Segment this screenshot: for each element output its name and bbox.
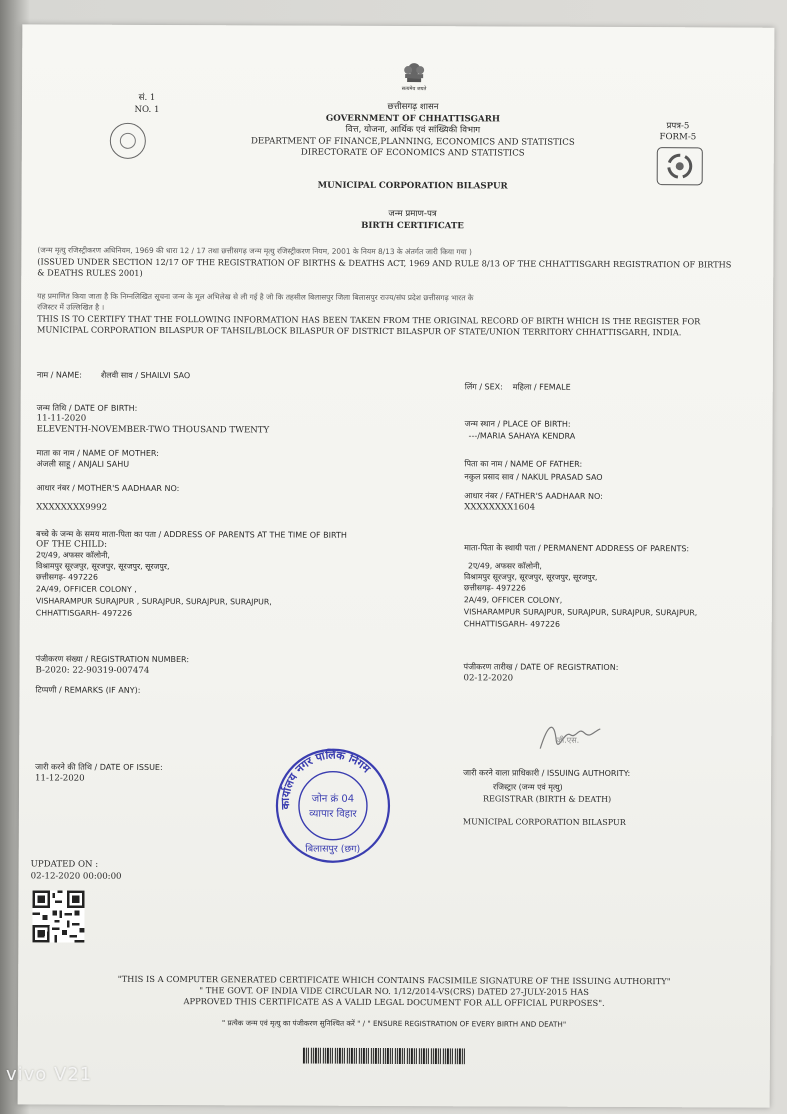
dob-value: 11-11-2020: [36, 413, 87, 424]
preamble-english-line1: (ISSUED UNDER SECTION 12/17 OF THE REGISTRATION OF BIRTHS & DEATHS ACT, 1969 AND RULE 8/13 OF THE CHHATTISGARH REGISTRATION OF BIRTHS: [37, 256, 732, 270]
updated-on-value: 02-12-2020 00:00:00: [30, 871, 122, 882]
birth-address-label: बच्चे के जन्म के समय माता-पिता का पता / ADDRESS OF PARENTS AT THE TIME OF BIRTH: [36, 529, 347, 540]
birth-address-hindi-line2: विश्रामपुर सूरजपुर, सूरजपुर, सूरजपुर, सूरजपुर,: [35, 561, 170, 572]
birth-address-hindi-line1: 2ए/49, अफसर कॉलोनी,: [36, 550, 110, 560]
certificate-title-hindi: जन्म प्रमाण-पत्र: [388, 208, 437, 220]
stamp-zone: जोन क्रं 04: [311, 793, 355, 805]
signature-text: जी.एस.: [556, 735, 580, 745]
registration-date-label: पंजीकरण तारीख / DATE OF REGISTRATION:: [463, 662, 619, 672]
certificate-title: BIRTH CERTIFICATE: [361, 220, 464, 232]
preamble-english-line2: & DEATHS RULES 2001): [37, 267, 143, 278]
updated-on-label: UPDATED ON :: [30, 859, 99, 870]
birth-address-hindi-line3: छत्तीसगढ़- 497226: [35, 572, 98, 582]
government-title: GOVERNMENT OF CHHATTISGARH: [325, 113, 500, 125]
registration-number-label: पंजीकरण संख्या / REGISTRATION NUMBER:: [35, 654, 190, 665]
state-seal-icon: [110, 123, 146, 159]
mother-name-label: माता का नाम / NAME OF MOTHER:: [36, 448, 159, 458]
footer-line3: APPROVED THIS CERTIFICATE AS A VALID LEGAL DOCUMENT FOR ALL OFFICIAL PURPOSES".: [183, 996, 605, 1008]
permanent-address-line3: CHHATTISGARH- 497226: [463, 619, 561, 629]
father-name-value: नकुल प्रसाद साव / NAKUL PRASAD SAO: [464, 472, 603, 482]
certify-hindi-line2: रजिस्टर में उल्लिखित है ।: [37, 302, 105, 312]
issue-date-value: 11-12-2020: [35, 773, 85, 784]
stamp-place: व्यापार विहार: [309, 808, 357, 820]
emblem-caption: सत्यमेव जयते: [401, 86, 427, 93]
issuing-corporation: MUNICIPAL CORPORATION BILASPUR: [462, 817, 626, 828]
permanent-address-line1: 2A/49, OFFICER COLONY,: [463, 595, 563, 605]
department-hindi: वित्त, योजना, आर्थिक एवं सांख्यिकी विभाग: [345, 124, 481, 136]
certify-hindi-line1: यह प्रमाणित किया जाता है कि निम्नलिखित सूचना जन्म के मूल अभिलेख से ली गई है जो कि तहसील बिलासपुर जिला बिलासपुर राज्य/संघ प्रदेश छत्तीसगढ़ भारत के: [37, 291, 474, 303]
preamble-hindi: (जन्म मृत्यु रजिस्ट्रीकरण अधिनियम, 1969 की धारा 12 / 17 तथा छत्तीसगढ़ जन्म मृत्यु रजिस्ट्रीकरण नियम, 2001 के नियम 8/13 के अंतर्गत जारी किया गया ): [37, 245, 472, 257]
department-english: DEPARTMENT OF FINANCE,PLANNING, ECONOMICS AND STATISTICS: [250, 136, 575, 148]
crs-logo-icon: [657, 147, 703, 185]
registrar-signature: [534, 713, 604, 757]
registration-date-value: 02-12-2020: [463, 673, 514, 684]
pob-label: जन्म स्थान / PLACE OF BIRTH:: [464, 419, 571, 429]
permanent-address-hindi-line2: विश्रामपुर सूरजपुर, सूरजपुर, सूरजपुर, सूरजपुर,: [463, 572, 598, 582]
father-name-label: पिता का नाम / NAME OF FATHER:: [464, 459, 583, 469]
birth-address-label-cont: OF THE CHILD:: [36, 539, 108, 550]
sex-label: लिंग / SEX:: [464, 382, 503, 392]
issue-date-label: जारी करने की तिथि / DATE OF ISSUE:: [35, 762, 163, 772]
national-emblem-icon: [399, 56, 429, 88]
mother-name-value: अंजली साहू / ANJALI SAHU: [36, 459, 130, 469]
permanent-address-label: माता-पिता के स्थायी पता / PERMANENT ADDRESS OF PARENTS:: [464, 543, 690, 554]
directorate-title: DIRECTORATE OF ECONOMICS AND STATISTICS: [300, 147, 525, 159]
pob-value: ---/MARIA SAHAYA KENDRA: [468, 431, 576, 441]
permanent-address-line2: VISHARAMPUR SURAJPUR, SURAJPUR, SURAJPUR, SURAJPUR,: [463, 607, 698, 618]
dob-words: ELEVENTH-NOVEMBER-TWO THOUSAND TWENTY: [36, 424, 270, 436]
form-number-hindi: प्रपत्र-5: [666, 121, 690, 132]
ensure-registration-note: " प्रत्येक जन्म एवं मृत्यु का पंजीकरण सुनिश्चित करें " / " ENSURE REGISTRATION OF EVERY BIRTH AND DEATH": [221, 1018, 567, 1029]
footer-line1: "THIS IS A COMPUTER GENERATED CERTIFICATE WHICH CONTAINS FACSIMILE SIGNATURE OF THE ISSUING AUTHORITY": [117, 973, 671, 987]
registrar-title-english: REGISTRAR (BIRTH & DEATH): [482, 794, 612, 804]
corporation-title: MUNICIPAL CORPORATION BILASPUR: [317, 180, 508, 192]
registrar-title-hindi: रजिस्ट्रार (जन्म एवं मृत्यु): [493, 782, 563, 792]
barcode: [303, 1048, 467, 1065]
state-name-hindi: छत्तीसगढ़ शासन: [387, 101, 439, 113]
dob-label: जन्म तिथि / DATE OF BIRTH:: [36, 403, 138, 413]
issuing-authority-label: जारी करने वाला प्राधिकारी / ISSUING AUTHORITY:: [463, 768, 631, 779]
registration-number-value: B-2020: 22-90319-007474: [35, 665, 150, 676]
birth-address-line3: CHHATTISGARH- 497226: [35, 608, 133, 618]
mother-aadhaar-label: आधार नंबर / MOTHER'S AADHAAR NO:: [36, 483, 180, 494]
stamp-city: बिलासपुर (छग): [305, 843, 361, 855]
birth-address-line1: 2A/49, OFFICER COLONY ,: [35, 584, 137, 594]
birth-address-line2: VISHARAMPUR SURAJPUR , SURAJPUR, SURAJPUR, SURAJPUR,: [35, 596, 272, 607]
footer-line2: " THE GOVT. OF INDIA VIDE CIRCULAR NO. 1/12/2014-VS(CRS) DATED 27-JULY-2015 HAS: [199, 985, 590, 997]
father-aadhaar-label: आधार नंबर / FATHER'S AADHAAR NO:: [464, 491, 603, 501]
certify-english-line1: THIS IS TO CERTIFY THAT THE FOLLOWING INFORMATION HAS BEEN TAKEN FROM THE ORIGINAL RECORD OF BIRTH WHICH IS THE REGISTER FOR: [37, 313, 701, 327]
permanent-address-hindi-line3: छत्तीसगढ़- 497226: [463, 583, 526, 593]
serial-hindi: सं. 1: [138, 92, 156, 103]
camera-watermark: vivo V21: [6, 1064, 93, 1085]
stamp-ring-text: कार्यालय नगर पालिक निगम: [278, 748, 373, 810]
corporation-office-stamp: [273, 745, 394, 866]
form-number-english: FORM-5: [659, 132, 697, 143]
certificate-sheet: [18, 24, 775, 1107]
mother-aadhaar-value: XXXXXXXX9992: [36, 502, 108, 513]
permanent-address-hindi-line1: 2ए/49, अफसर कॉलोनी,: [467, 561, 542, 571]
qr-code[interactable]: [32, 890, 84, 942]
name-label: नाम / NAME:: [36, 370, 83, 380]
name-value: शैलवी साव / SHAILVI SAO: [100, 370, 191, 381]
serial-english: NO. 1: [134, 104, 160, 115]
sex-value: महिला / FEMALE: [512, 382, 571, 392]
remarks-label: टिप्पणी / REMARKS (IF ANY):: [35, 685, 141, 695]
father-aadhaar-value: XXXXXXXX1604: [464, 502, 536, 513]
certify-english-line2: MUNICIPAL CORPORATION BILASPUR OF TAHSIL/BLOCK BILASPUR OF DISTRICT BILASPUR OF STATE/UNION TERRITORY CHHATTISGARH, INDIA.: [37, 324, 682, 338]
